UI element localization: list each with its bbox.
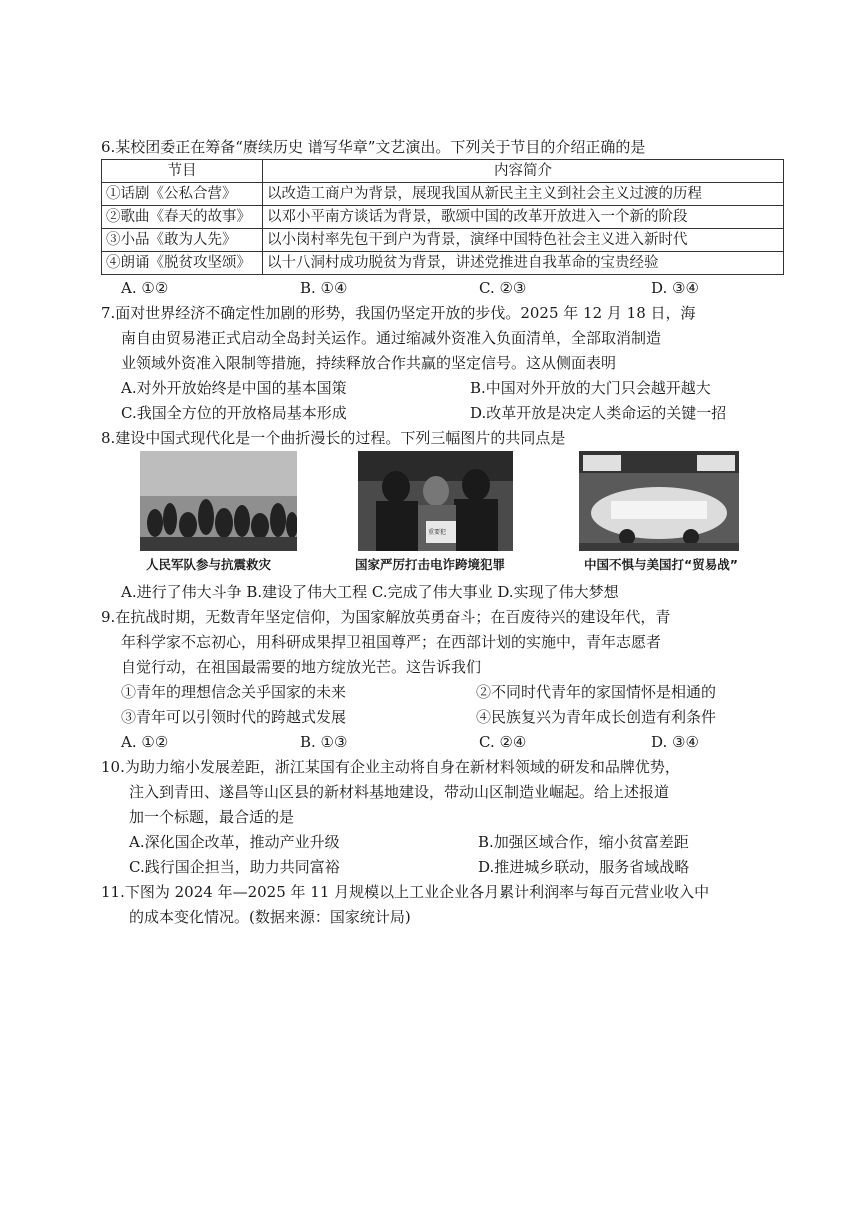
q10-line: 10.为助力缩小发展差距，浙江某国有企业主动将自身在新材料领域的研发和品牌优势， xyxy=(101,758,680,776)
photo-telecom-fraud-arrest xyxy=(358,451,513,551)
q9-line: 年科学家不忘初心，用科研成果捍卫祖国尊严；在西部计划的实施中，青年志愿者 xyxy=(121,633,662,651)
q9-statement: ③青年可以引领时代的跨越式发展 xyxy=(121,708,347,726)
q7-line: 7.面对世界经济不确定性加剧的形势，我国仍坚定开放的步伐。2025 年 12 月 18 日，海 xyxy=(101,304,696,322)
table-cell: ②歌曲《春天的故事》 xyxy=(102,206,263,229)
table-cell: ③小品《敢为人先》 xyxy=(102,229,263,252)
q9-option-b: B. ①③ xyxy=(300,733,348,751)
q10-option-c: C.践行国企担当，助力共同富裕 xyxy=(129,858,340,876)
q9-statement: ②不同时代青年的家国情怀是相通的 xyxy=(476,683,717,701)
table-row xyxy=(102,206,784,229)
q6-option-c: C. ②③ xyxy=(479,279,527,297)
q10-option-b: B.加强区域合作，缩小贫富差距 xyxy=(478,833,689,851)
photo-earthquake-rescue-image xyxy=(140,451,297,551)
q7-option-b: B.中国对外开放的大门只会越开越大 xyxy=(470,379,711,397)
photo-caption: 人民军队参与抗震救灾 xyxy=(146,557,272,572)
photo-caption: 国家严厉打击电诈跨境犯罪 xyxy=(355,557,506,572)
q6-option-a: A. ①② xyxy=(121,279,169,297)
column-header: 节目 xyxy=(102,160,263,183)
table-row xyxy=(102,183,784,206)
q7-line: 南自由贸易港正式启动全岛封关运作。通过缩减外资准入负面清单，全部取消制造 xyxy=(121,329,662,347)
photo-earthquake-rescue xyxy=(140,451,297,551)
q9-option-d: D. ③④ xyxy=(651,733,699,751)
q9-option-a: A. ①② xyxy=(121,733,169,751)
q9-statement: ①青年的理想信念关乎国家的未来 xyxy=(121,683,347,701)
table-cell: 以小岗村率先包干到户为背景，演绎中国特色社会主义进入新时代 xyxy=(263,229,784,252)
q7-option-a: A.对外开放始终是中国的基本国策 xyxy=(121,379,347,397)
q10-option-d: D.推进城乡联动，服务省域战略 xyxy=(478,858,690,876)
photo-trade-war-image xyxy=(579,451,739,551)
q9-statement: ④民族复兴为青年成长创造有利条件 xyxy=(476,708,717,726)
table-row xyxy=(102,252,784,275)
photo-trade-war xyxy=(579,451,739,551)
photo-sign-text: 重要犯 xyxy=(428,529,447,536)
q6-option-d: D. ③④ xyxy=(651,279,699,297)
q6-stem: 6.某校团委正在筹备“赓续历史 谱写华章”文艺演出。下列关于节目的介绍正确的是 xyxy=(101,138,646,156)
q7-option-c: C.我国全方位的开放格局基本形成 xyxy=(121,404,347,422)
q6-table xyxy=(101,159,784,275)
q7-line: 业领域外资准入限制等措施，持续释放合作共赢的坚定信号。这从侧面表明 xyxy=(121,354,617,372)
q10-option-a: A.深化国企改革，推动产业升级 xyxy=(129,833,340,851)
photo-telecom-fraud-arrest-image xyxy=(358,451,513,551)
q11-line: 的成本变化情况。(数据来源：国家统计局) xyxy=(129,908,411,926)
q10-line: 加一个标题，最合适的是 xyxy=(129,808,295,826)
q11-line: 11.下图为 2024 年—2025 年 11 月规模以上工业企业各月累计利润率与每百元营业收入中 xyxy=(101,883,710,901)
table-cell: ④朗诵《脱贫攻坚颂》 xyxy=(102,252,263,275)
q9-option-c: C. ②④ xyxy=(479,733,527,751)
q10-line: 注入到青田、遂昌等山区县的新材料基地建设，带动山区制造业崛起。给上述报道 xyxy=(129,783,670,801)
q6-option-b: B. ①④ xyxy=(300,279,348,297)
column-header: 内容简介 xyxy=(263,160,784,183)
table-cell: 以改造工商户为背景，展现我国从新民主主义到社会主义过渡的历程 xyxy=(263,183,784,206)
table-cell: 以十八洞村成功脱贫为背景，讲述党推进自我革命的宝贵经验 xyxy=(263,252,784,275)
q9-line: 9.在抗战时期，无数青年坚定信仰，为国家解放英勇奋斗；在百废待兴的建设年代，青 xyxy=(101,608,671,626)
q7-option-d: D.改革开放是决定人类命运的关键一招 xyxy=(470,404,727,422)
photo-caption: 中国不惧与美国打“贸易战” xyxy=(584,557,738,572)
table-cell: ①话剧《公私合营》 xyxy=(102,183,263,206)
table-cell: 以邓小平南方谈话为背景，歌颂中国的改革开放进入一个新的阶段 xyxy=(263,206,784,229)
q8-stem: 8.建设中国式现代化是一个曲折漫长的过程。下列三幅图片的共同点是 xyxy=(101,429,566,447)
q9-line: 自觉行动，在祖国最需要的地方绽放光芒。这告诉我们 xyxy=(121,658,482,676)
table-row xyxy=(102,229,784,252)
q8-options: A.进行了伟大斗争 B.建设了伟大工程 C.完成了伟大事业 D.实现了伟大梦想 xyxy=(121,583,619,601)
table-header-row xyxy=(102,160,784,183)
